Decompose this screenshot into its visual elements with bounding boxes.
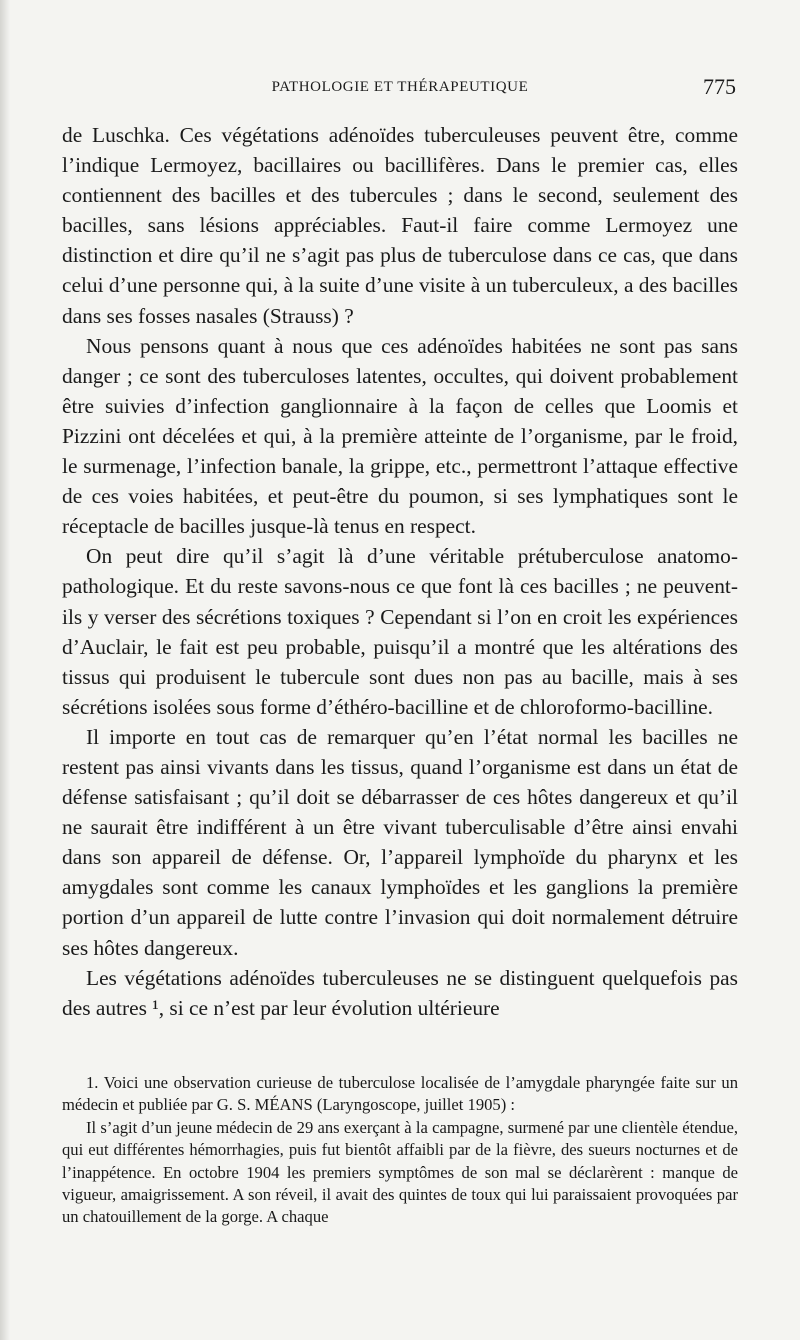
paragraph-5: Les végétations adénoïdes tuberculeuses ne se distinguent quelquefois pas des autres ¹, si ce n’est par leur évolution ultérieure xyxy=(62,965,738,1020)
paragraph-1: de Luschka. Ces végétations adénoïdes tuberculeuses peuvent être, comme l’indique Lermoyez, bacillaires ou bacillifères. Dans le premier cas, elles contiennent des bacilles et des tubercules ; dans le second, seulement des bacilles, sans lésions appréciables. Faut-il faire comme Lermoyez une distinction et dire qu’il ne s’agit pas plus de tuberculose dans ce cas, que dans celui d’une personne qui, à la suite d’une visite à un tuberculeux, a des bacilles dans ses fosses nasales (Strauss) ? xyxy=(62,123,738,328)
footnotes xyxy=(62,1072,738,1229)
page-number: 775 xyxy=(703,74,736,99)
paragraph-4: Il importe en tout cas de remarquer qu’en l’état normal les bacilles ne restent pas ainsi vivants dans les tissus, quand l’organisme est dans un état de défense satisfaisant ; qu’il doit se débarrasser de ces hôtes dangereux et qu’il ne saurait être indifférent à un être vivant tuberculisable d’être ainsi envahi dans son appareil de défense. Or, l’appareil lymphoïde du pharynx et les amygdales sont comme les canaux lymphoïdes et les ganglions la première portion d’un appareil de lutte contre l’invasion qui doit normalement détruire ses hôtes dangereux. xyxy=(62,724,738,960)
running-title: PATHOLOGIE ET THÉRAPEUTIQUE xyxy=(271,79,529,95)
paragraph-2: Nous pensons quant à nous que ces adénoïdes habitées ne sont pas sans danger ; ce sont des tuberculoses latentes, occultes, qui doivent probablement être suivies d’infection ganglionnaire à la façon de celles que Loomis et Pizzini ont décelées et qui, à la première atteinte de l’organisme, par le froid, le surmenage, l’infection banale, la grippe, etc., permettront l’attaque effective de ces voies habitées, et peut-être du poumon, si ses lymphatiques sont le réceptacle de bacilles jusque-là tenus en respect. xyxy=(62,333,738,539)
running-head xyxy=(62,76,738,100)
footnote-1-continuation: Il s’agit d’un jeune médecin de 29 ans exerçant à la campagne, surmené par une clientèle étendue, qui eut différentes hémorrhagies, puis fut bientôt affaibli par de la fièvre, des sueurs nocturnes et de l’inappétence. En octobre 1904 les premiers symptômes de son mal se déclarèrent : manque de vigueur, amaigrissement. A son réveil, il avait des quintes de toux qui lui paraissaient provoquées par un chatouillement de la gorge. A chaque xyxy=(62,1117,738,1227)
footnote-1: 1. Voici une observation curieuse de tuberculose localisée de l’amygdale pharyngée faite sur un médecin et publiée par G. S. MÉANS (Laryngoscope, juillet 1905) : xyxy=(62,1073,738,1115)
body-text xyxy=(62,120,738,1023)
paragraph-3: On peut dire qu’il s’agit là d’une véritable prétuberculose anatomo-pathologique. Et du reste savons-nous ce que font là ces bacilles ; ne peuvent-ils y verser des sécrétions toxiques ? Cependant si l’on en croit les expériences d’Auclair, le fait est peu probable, puisqu’il a montré que les altérations des tissus qui produisent le tubercule sont dues non pas au bacille, mais à ses sécrétions isolées sous forme d’éthéro-bacilline et de chloroformo-bacilline. xyxy=(62,544,738,719)
